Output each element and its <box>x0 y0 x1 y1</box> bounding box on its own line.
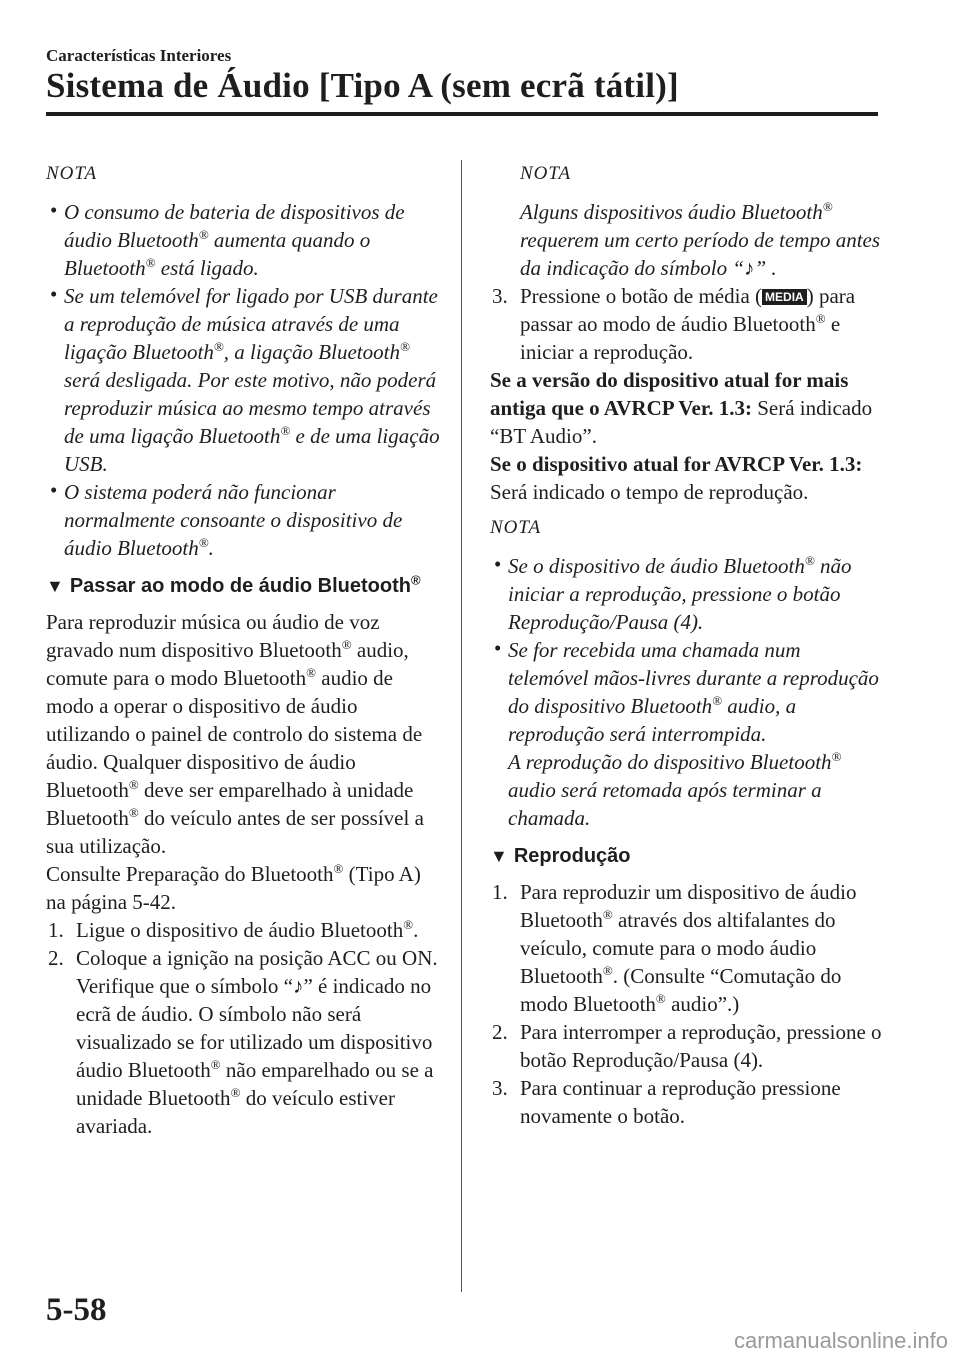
section-heading: ▼ Reprodução <box>490 845 631 867</box>
media-button-icon: MEDIA <box>762 289 807 305</box>
bullet-icon: • <box>50 282 58 306</box>
note-label: NOTA <box>520 163 572 184</box>
header-rule <box>46 112 878 116</box>
music-note-icon: ♪ <box>292 974 304 998</box>
column-divider <box>461 160 462 1292</box>
note-bullet: • O sistema poderá não funcionar normalmente consoante o dispositivo de áudio Bluetooth®. <box>50 478 403 560</box>
step-item: 1. Para reproduzir um dispositivo de áudio Bluetooth® através dos altifalantes do veículo, comute para o modo áudio Bluetooth®. (Consulte “Comutação do modo Bluetooth® audio”.) <box>492 880 857 1016</box>
music-note-icon: ♪ <box>744 256 755 280</box>
step-detail: Verifique que o símbolo “♪” é indicado no ecrã de áudio. O símbolo não será visualizado se for utilizado um dispositivo áudio Bluetooth® não emparelhado ou se a unidade Bluetooth® do veículo estiver avariada. <box>76 974 434 1138</box>
bullet-icon: • <box>50 198 58 222</box>
note-bullet: • O consumo de bateria de dispositivos de áudio Bluetooth® aumenta quando o Bluetooth® está ligado. <box>50 198 405 280</box>
chapter-label: Características Interiores <box>46 46 232 65</box>
step-item: 2. Coloque a ignição na posição ACC ou ON. <box>48 946 438 970</box>
bullet-icon: • <box>50 478 58 502</box>
right-column <box>490 160 885 1130</box>
step-item: 2. Para interromper a reprodução, pressione o botão Reprodução/Pausa (4). <box>492 1020 882 1072</box>
note-bullet: • Se o dispositivo de áudio Bluetooth® não iniciar a reprodução, pressione o botão Reprodução/Pausa (4). <box>494 552 852 634</box>
condition-text: Se a versão do dispositivo atual for mais antiga que o AVRCP Ver. 1.3: Será indicado “BT Audio”. <box>490 368 873 448</box>
note-label: NOTA <box>46 163 98 184</box>
section-heading: ▼ Passar ao modo de áudio Bluetooth® <box>46 572 421 597</box>
left-column <box>46 160 441 1140</box>
triangle-icon: ▼ <box>46 576 64 596</box>
bullet-icon: • <box>494 636 502 660</box>
note-text: Alguns dispositivos áudio Bluetooth® requerem um certo período de tempo antes da indicação do símbolo “♪” . <box>520 199 881 280</box>
note-bullet: • Se for recebida uma chamada num telemóvel mãos-livres durante a reprodução do dispositivo Bluetooth® audio, a reprodução será interrompida. A reprodução do dispositivo Bluetooth® audio será retomada após terminar a chamada. <box>494 636 879 830</box>
step-item: 3. Para continuar a reprodução pressione novamente o botão. <box>492 1076 841 1128</box>
bullet-icon: • <box>494 552 502 576</box>
note-bullet: • Se um telemóvel for ligado por USB durante a reprodução de música através de uma ligação Bluetooth®, a ligação Bluetooth® será desligada. Por este motivo, não poderá reproduzir música ao mesmo tempo através de uma ligação Bluetooth® e de uma ligação USB. <box>50 282 440 476</box>
page-title: Sistema de Áudio [Tipo A (sem ecrã tátil)] <box>46 66 679 105</box>
triangle-icon: ▼ <box>490 846 508 866</box>
note-label: NOTA <box>490 517 542 538</box>
paragraph: Consulte Preparação do Bluetooth® (Tipo A) na página 5-42. <box>46 861 421 914</box>
condition-text: Se o dispositivo atual for AVRCP Ver. 1.3: Será indicado o tempo de reprodução. <box>490 452 863 504</box>
page-number: 5-58 <box>46 1292 107 1328</box>
watermark: carmanualsonline.info <box>733 1328 948 1353</box>
step-item: 1. Ligue o dispositivo de áudio Bluetooth®. <box>48 917 419 942</box>
paragraph: Para reproduzir música ou áudio de voz gravado num dispositivo Bluetooth® audio, comute para o modo Bluetooth® audio de modo a operar o dispositivo de áudio utilizando o painel de controlo do sistema de áudio. Qualquer dispositivo de áudio Bluetooth® deve ser emparelhado à unidade Bluetooth® do veículo antes de ser possível a sua utilização. <box>46 610 424 858</box>
step-item: 3. Pressione o botão de média ( MEDIA ) para passar ao modo de áudio Bluetooth® e iniciar a reprodução. <box>492 284 856 364</box>
